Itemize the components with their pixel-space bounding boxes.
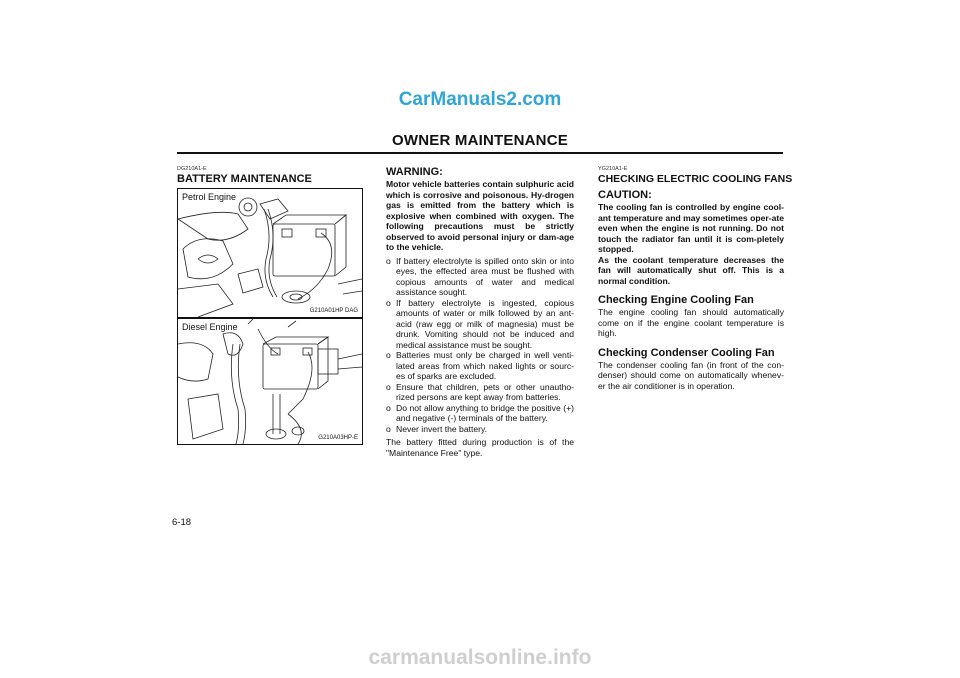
- bullet-text: Never invert the battery.: [396, 423, 488, 434]
- precautions-list: [386, 256, 574, 435]
- diesel-engine-illustration: [178, 319, 362, 444]
- diesel-engine-label: Diesel Engine: [182, 322, 238, 332]
- bullet-marker: o: [386, 423, 391, 434]
- bullet-text: If battery electrolyte is ingested, copious amounts of water or milk followed by an ant-acid (raw egg or milk of magnesia) must be drunk. Vomiting should not be induced and medical assistance must be sought.: [396, 297, 574, 350]
- right-section-code: YG210A1-E: [598, 166, 628, 172]
- list-item: [386, 256, 574, 298]
- section-title: OWNER MAINTENANCE: [392, 132, 568, 149]
- caution-title: CAUTION:: [598, 189, 652, 201]
- warning-block: [386, 166, 574, 458]
- header-rule: [177, 152, 783, 154]
- diesel-figure-code: G210A03HP-E: [318, 435, 358, 441]
- cooling-fans-section: [598, 166, 793, 391]
- list-item: [386, 298, 574, 351]
- bullet-text: Do not allow anything to bridge the positive (+) and negative (-) terminals of the battery.: [396, 402, 574, 423]
- list-item: [386, 350, 574, 382]
- caution-text: The cooling fan is controlled by engine cool-ant temperature and may sometimes oper-ate even when the engine is not running. Do not touch the radiator fan until it is com-pletely stopped. As the coolant temperature decreases the fan will automatically shut off. This is a normal condition.: [598, 202, 784, 286]
- condenser-fan-subheading: Checking Condenser Cooling Fan: [598, 346, 775, 359]
- cooling-fans-heading: CHECKING ELECTRIC COOLING FANS: [598, 173, 793, 185]
- engine-fan-subheading: Checking Engine Cooling Fan: [598, 294, 754, 306]
- bullet-marker: o: [386, 297, 391, 308]
- bullet-marker: o: [386, 402, 391, 413]
- list-item: [386, 403, 574, 424]
- page-number: 6-18: [172, 517, 192, 528]
- engine-fan-text: The engine cooling fan should automatically come on if the engine coolant temperature is high.: [598, 307, 784, 338]
- condenser-fan-text: The condenser cooling fan (in front of the con-denser) should come on automatically whenev-er the air conditioner is in operation.: [598, 359, 784, 391]
- bullet-marker: o: [386, 350, 391, 360]
- bullet-marker: o: [386, 381, 391, 392]
- battery-maintenance-heading: BATTERY MAINTENANCE: [177, 173, 312, 185]
- bullet-text: Batteries must only be charged in well venti-lated areas from which naked lights or sourc-es of sparks are excluded.: [396, 350, 574, 381]
- watermark-top-link[interactable]: CarManuals2.com: [398, 89, 562, 110]
- diesel-engine-figure: [177, 318, 363, 445]
- petrol-engine-label: Petrol Engine: [182, 192, 237, 202]
- list-item: [386, 424, 574, 435]
- warning-title: WARNING:: [386, 166, 443, 178]
- battery-type-note: The battery fitted during production is of the "Maintenance Free" type.: [386, 437, 574, 458]
- warning-text: Motor vehicle batteries contain sulphuric acid which is corrosive and poisonous. Hy-drogen gas is emitted from the battery which is explosive when combined with oxygen. The following precautions must be strictly observed to avoid personal injury or dam-age to the vehicle.: [386, 179, 574, 252]
- bullet-text: If battery electrolyte is spilled onto skin or into eyes, the effected area must be flushed with copious amounts of water and medical assistance sought.: [396, 255, 574, 297]
- list-item: [386, 382, 574, 403]
- bullet-text: Ensure that children, pets or other unautho-rized persons are kept away from batteries.: [396, 381, 574, 402]
- petrol-figure-code: G210A01HP DAG: [309, 308, 358, 314]
- left-section-code: DG210A1-E: [177, 166, 207, 172]
- petrol-engine-figure: [177, 188, 363, 318]
- watermark-bottom[interactable]: carmanualsonline.info: [368, 646, 592, 669]
- petrol-engine-illustration: [178, 189, 362, 317]
- bullet-marker: o: [386, 255, 391, 266]
